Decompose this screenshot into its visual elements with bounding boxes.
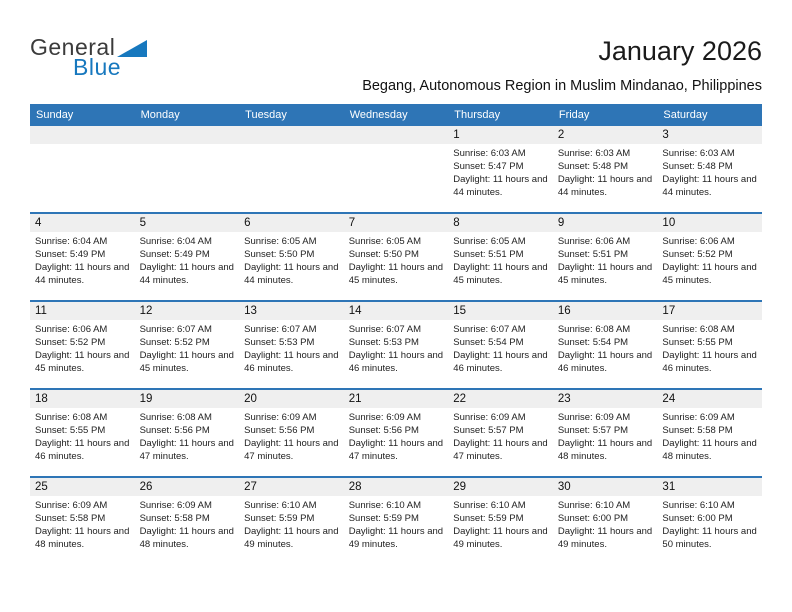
day-details xyxy=(239,496,344,564)
day-number: 15 xyxy=(453,305,467,317)
day-number: 11 xyxy=(35,305,47,317)
week-date-strip xyxy=(30,214,762,232)
weekday-header-monday: Monday xyxy=(140,109,180,121)
day-details xyxy=(239,232,344,300)
calendar-week-row xyxy=(30,212,762,300)
day-number: 8 xyxy=(453,217,460,229)
sunset-text: Sunset: 5:56 PM xyxy=(139,425,210,436)
day-details xyxy=(448,232,553,300)
sunset-text: Sunset: 5:50 PM xyxy=(244,249,315,260)
sunrise-text: Sunrise: 6:09 AM xyxy=(453,412,526,423)
day-details xyxy=(135,408,240,476)
sunrise-text: Sunrise: 6:05 AM xyxy=(348,236,422,247)
sunset-text: Sunset: 5:59 PM xyxy=(453,513,524,524)
sunset-text: Sunset: 5:57 PM xyxy=(453,425,524,436)
week-details-row xyxy=(30,408,762,476)
day-details xyxy=(344,496,449,564)
sunset-text: Sunset: 5:48 PM xyxy=(662,161,733,172)
sunset-text: Sunset: 5:59 PM xyxy=(348,513,419,524)
daylight-text: Daylight: 11 hours and 49 minutes. xyxy=(348,526,444,550)
daylight-text: Daylight: 11 hours and 48 minutes. xyxy=(557,438,653,462)
sunset-text: Sunset: 5:53 PM xyxy=(244,337,315,348)
weekday-header-friday: Friday xyxy=(558,109,590,121)
daylight-text: Daylight: 11 hours and 44 minutes. xyxy=(244,262,339,286)
week-date-strip xyxy=(30,390,762,408)
daylight-text: Daylight: 11 hours and 49 minutes. xyxy=(453,526,548,550)
weekday-header-tuesday: Tuesday xyxy=(245,109,287,121)
day-number: 26 xyxy=(139,481,153,493)
day-details xyxy=(448,320,553,388)
calendar-week-row xyxy=(30,476,762,564)
day-details xyxy=(553,144,658,212)
day-number: 21 xyxy=(348,393,362,405)
daylight-text: Daylight: 11 hours and 44 minutes. xyxy=(662,174,757,198)
sunrise-text: Sunrise: 6:09 AM xyxy=(244,412,317,423)
sunrise-text: Sunrise: 6:06 AM xyxy=(662,236,735,247)
day-number: 16 xyxy=(557,305,571,317)
day-details xyxy=(135,496,240,564)
sunset-text: Sunset: 5:49 PM xyxy=(35,249,106,260)
daylight-text: Daylight: 11 hours and 50 minutes. xyxy=(662,526,757,550)
daylight-text: Daylight: 11 hours and 46 minutes. xyxy=(348,350,444,374)
daylight-text: Daylight: 11 hours and 48 minutes. xyxy=(35,526,130,550)
week-details-row xyxy=(30,496,762,564)
daylight-text: Daylight: 11 hours and 45 minutes. xyxy=(35,350,130,374)
weekday-header-thursday: Thursday xyxy=(454,109,501,121)
day-details xyxy=(344,232,449,300)
day-number: 14 xyxy=(348,305,362,317)
daylight-text: Daylight: 11 hours and 49 minutes. xyxy=(557,526,653,550)
day-number: 22 xyxy=(453,393,467,405)
day-number: 28 xyxy=(348,481,362,493)
daylight-text: Daylight: 11 hours and 44 minutes. xyxy=(139,262,234,286)
week-details-row xyxy=(30,232,762,300)
daylight-text: Daylight: 11 hours and 47 minutes. xyxy=(139,438,234,462)
day-details xyxy=(30,232,135,300)
day-number: 4 xyxy=(35,217,42,229)
week-details-row xyxy=(30,144,762,212)
day-number: 3 xyxy=(662,129,669,141)
logo-triangle-icon xyxy=(117,40,147,57)
sunrise-text: Sunrise: 6:08 AM xyxy=(35,412,108,423)
sunset-text: Sunset: 5:50 PM xyxy=(348,249,419,260)
day-details xyxy=(30,408,135,476)
day-number: 18 xyxy=(35,393,48,405)
sunset-text: Sunset: 5:51 PM xyxy=(453,249,524,260)
sunrise-text: Sunrise: 6:07 AM xyxy=(348,324,422,335)
day-number: 17 xyxy=(662,305,676,317)
sunrise-text: Sunrise: 6:10 AM xyxy=(453,500,526,511)
sunrise-text: Sunrise: 6:07 AM xyxy=(244,324,317,335)
day-number: 2 xyxy=(557,129,565,141)
day-details xyxy=(344,144,449,212)
sunset-text: Sunset: 6:00 PM xyxy=(662,513,733,524)
day-number: 20 xyxy=(244,393,257,405)
day-details xyxy=(448,408,553,476)
day-number: 12 xyxy=(139,305,153,317)
sunrise-text: Sunrise: 6:04 AM xyxy=(35,236,108,247)
day-number: 30 xyxy=(557,481,571,493)
sunrise-text: Sunrise: 6:08 AM xyxy=(139,412,212,423)
day-number: 5 xyxy=(139,217,146,229)
sunrise-text: Sunrise: 6:09 AM xyxy=(139,500,212,511)
sunrise-text: Sunrise: 6:03 AM xyxy=(453,148,526,159)
daylight-text: Daylight: 11 hours and 44 minutes. xyxy=(35,262,130,286)
weekday-header-row xyxy=(30,104,762,126)
logo-text-general: General xyxy=(30,34,116,60)
sunrise-text: Sunrise: 6:04 AM xyxy=(139,236,212,247)
daylight-text: Daylight: 11 hours and 45 minutes. xyxy=(348,262,444,286)
weekday-header-saturday: Saturday xyxy=(663,109,708,121)
sunset-text: Sunset: 6:00 PM xyxy=(557,513,629,524)
sunrise-text: Sunrise: 6:06 AM xyxy=(557,236,631,247)
day-details xyxy=(344,320,449,388)
sunset-text: Sunset: 5:48 PM xyxy=(557,161,629,172)
daylight-text: Daylight: 11 hours and 44 minutes. xyxy=(557,174,653,198)
daylight-text: Daylight: 11 hours and 49 minutes. xyxy=(244,526,339,550)
week-date-strip xyxy=(30,126,762,144)
day-details xyxy=(553,320,658,388)
general-blue-logo xyxy=(30,36,147,79)
daylight-text: Daylight: 11 hours and 46 minutes. xyxy=(244,350,339,374)
sunrise-text: Sunrise: 6:09 AM xyxy=(662,412,735,423)
day-number: 23 xyxy=(557,393,571,405)
sunrise-text: Sunrise: 6:07 AM xyxy=(139,324,212,335)
sunrise-text: Sunrise: 6:09 AM xyxy=(348,412,422,423)
day-details xyxy=(657,496,762,564)
day-number: 19 xyxy=(139,393,153,405)
week-details-row xyxy=(30,320,762,388)
sunset-text: Sunset: 5:53 PM xyxy=(348,337,419,348)
day-details xyxy=(448,496,553,564)
sunset-text: Sunset: 5:54 PM xyxy=(557,337,629,348)
daylight-text: Daylight: 11 hours and 48 minutes. xyxy=(139,526,234,550)
day-details xyxy=(553,232,658,300)
weekday-header-sunday: Sunday xyxy=(36,109,74,121)
daylight-text: Daylight: 11 hours and 45 minutes. xyxy=(453,262,548,286)
sunrise-text: Sunrise: 6:05 AM xyxy=(244,236,317,247)
day-details xyxy=(239,144,344,212)
day-number: 13 xyxy=(244,305,257,317)
day-number: 7 xyxy=(348,217,356,229)
day-details xyxy=(553,496,658,564)
daylight-text: Daylight: 11 hours and 45 minutes. xyxy=(662,262,757,286)
day-details xyxy=(30,144,135,212)
daylight-text: Daylight: 11 hours and 46 minutes. xyxy=(453,350,548,374)
day-number: 31 xyxy=(662,481,676,493)
daylight-text: Daylight: 11 hours and 46 minutes. xyxy=(557,350,653,374)
sunrise-text: Sunrise: 6:03 AM xyxy=(662,148,735,159)
day-details xyxy=(30,320,135,388)
sunset-text: Sunset: 5:51 PM xyxy=(557,249,629,260)
day-details xyxy=(657,320,762,388)
day-details xyxy=(135,144,240,212)
calendar-week-row xyxy=(30,300,762,388)
sunset-text: Sunset: 5:59 PM xyxy=(244,513,315,524)
sunset-text: Sunset: 5:54 PM xyxy=(453,337,524,348)
logo-text-blue: Blue xyxy=(73,54,122,80)
daylight-text: Daylight: 11 hours and 45 minutes. xyxy=(557,262,653,286)
sunrise-text: Sunrise: 6:03 AM xyxy=(557,148,631,159)
daylight-text: Daylight: 11 hours and 47 minutes. xyxy=(244,438,339,462)
daylight-text: Daylight: 11 hours and 47 minutes. xyxy=(348,438,444,462)
day-details xyxy=(448,144,553,212)
sunset-text: Sunset: 5:56 PM xyxy=(348,425,419,436)
sunset-text: Sunset: 5:49 PM xyxy=(139,249,210,260)
day-number: 1 xyxy=(453,129,460,141)
weekday-header-wednesday: Wednesday xyxy=(349,109,408,121)
sunset-text: Sunset: 5:58 PM xyxy=(35,513,106,524)
sunrise-text: Sunrise: 6:07 AM xyxy=(453,324,526,335)
day-details xyxy=(135,232,240,300)
sunset-text: Sunset: 5:55 PM xyxy=(662,337,733,348)
month-title: January 2026 xyxy=(598,36,762,66)
sunrise-text: Sunrise: 6:10 AM xyxy=(662,500,735,511)
week-date-strip xyxy=(30,302,762,320)
sunrise-text: Sunrise: 6:10 AM xyxy=(244,500,317,511)
sunset-text: Sunset: 5:47 PM xyxy=(453,161,524,172)
daylight-text: Daylight: 11 hours and 48 minutes. xyxy=(662,438,757,462)
day-details xyxy=(30,496,135,564)
sunset-text: Sunset: 5:56 PM xyxy=(244,425,315,436)
day-number: 25 xyxy=(35,481,48,493)
day-number: 29 xyxy=(453,481,467,493)
day-details xyxy=(239,408,344,476)
sunset-text: Sunset: 5:57 PM xyxy=(557,425,629,436)
sunset-text: Sunset: 5:52 PM xyxy=(662,249,733,260)
calendar-week-row xyxy=(30,388,762,476)
day-details xyxy=(657,232,762,300)
day-details xyxy=(657,408,762,476)
daylight-text: Daylight: 11 hours and 45 minutes. xyxy=(139,350,234,374)
sunrise-text: Sunrise: 6:10 AM xyxy=(557,500,631,511)
week-date-strip xyxy=(30,478,762,496)
daylight-text: Daylight: 11 hours and 44 minutes. xyxy=(453,174,548,198)
day-details xyxy=(657,144,762,212)
day-number: 24 xyxy=(662,393,676,405)
calendar-weeks xyxy=(30,126,762,564)
sunset-text: Sunset: 5:58 PM xyxy=(139,513,210,524)
calendar-grid xyxy=(30,104,762,564)
sunrise-text: Sunrise: 6:10 AM xyxy=(348,500,422,511)
day-details xyxy=(553,408,658,476)
calendar-week-row xyxy=(30,126,762,212)
sunset-text: Sunset: 5:58 PM xyxy=(662,425,733,436)
daylight-text: Daylight: 11 hours and 47 minutes. xyxy=(453,438,548,462)
sunset-text: Sunset: 5:52 PM xyxy=(35,337,106,348)
day-details xyxy=(344,408,449,476)
sunrise-text: Sunrise: 6:09 AM xyxy=(35,500,108,511)
day-number: 6 xyxy=(244,217,251,229)
sunrise-text: Sunrise: 6:09 AM xyxy=(557,412,631,423)
sunrise-text: Sunrise: 6:08 AM xyxy=(557,324,631,335)
sunrise-text: Sunrise: 6:05 AM xyxy=(453,236,526,247)
day-number: 10 xyxy=(662,217,676,229)
sunrise-text: Sunrise: 6:06 AM xyxy=(35,324,108,335)
location-subtitle: Begang, Autonomous Region in Muslim Mindanao, Philippines xyxy=(362,78,762,94)
day-details xyxy=(239,320,344,388)
sunset-text: Sunset: 5:55 PM xyxy=(35,425,106,436)
day-number: 9 xyxy=(557,217,565,229)
daylight-text: Daylight: 11 hours and 46 minutes. xyxy=(35,438,130,462)
day-number: 27 xyxy=(244,481,257,493)
daylight-text: Daylight: 11 hours and 46 minutes. xyxy=(662,350,757,374)
day-details xyxy=(135,320,240,388)
sunrise-text: Sunrise: 6:08 AM xyxy=(662,324,735,335)
sunset-text: Sunset: 5:52 PM xyxy=(139,337,210,348)
